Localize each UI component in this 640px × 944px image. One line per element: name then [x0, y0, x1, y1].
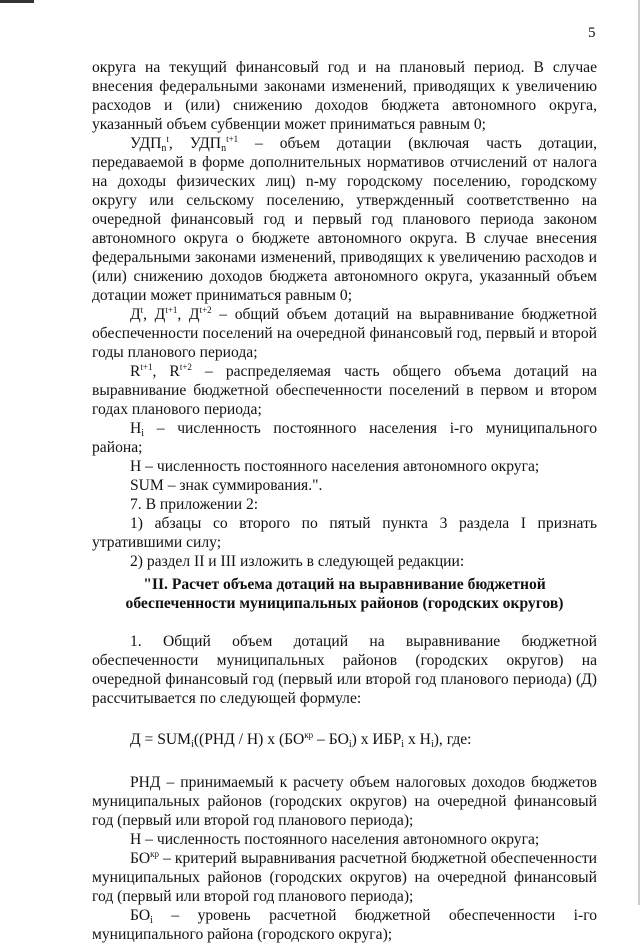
paragraph: 1) абзацы со второго по пятый пункта 3 раздела I признать утратившими силу;	[92, 515, 597, 551]
paragraph-udp: $УДП_n^t$, $УДП_n^{t+1}$ – объем дотации (включая часть дотации, передаваемой в форме дополнительных нормативов отчислений от налога на доходы физических лиц) n-му городскому поселению, городскому округу или сельскому поселению, утвержденный соответственно на очередной финансовый год и первый год планового периода законом автономного округа о бюджете автономного округа. В случае внесения федеральными законами изменений, приводящих к увеличению расходов и (или) снижению доходов бюджета автономного округа, указанный объем дотации может приниматься равным 0;	[92, 134, 597, 304]
paragraph: Н – численность постоянного населения автономного округа;	[130, 831, 540, 848]
paragraph-ni: $Н_i$ – численность постоянного населения i-го муниципального района;	[92, 420, 597, 456]
paragraph: 1. Общий объем дотаций на выравнивание бюджетной обеспеченности муниципальных районов (городских округов) на очередной финансовый год (первый или второй год планового периода) (Д) рассчитывается по следующей формуле:	[92, 633, 597, 707]
formula: $Д = SUM_i((РНД / Н)$ x $(БО^{кр} - БО_i)$ x $ИБР_i$ x $Н_i$), где:	[130, 730, 472, 750]
scan-edge-mark	[0, 0, 34, 3]
document-body	[92, 58, 597, 944]
paragraph-bokr: $БО^{кр}$ – критерий выравнивания расчетной бюджетной обеспеченности муниципальных районов (городских округов) на очередной финансовый год (первый или второй год планового периода);	[92, 849, 597, 905]
paragraph: округа на текущий финансовый год и на плановый период. В случае внесения федеральными законами изменений, приводящих к увеличению расходов и (или) снижению доходов бюджета автономного округа, указанный объем субвенции может приниматься равным 0;	[92, 59, 597, 133]
paragraph-r: $R^{t+1}$, $R^{t+2}$ – распределяемая часть общего объема дотаций на выравнивание бюджетной обеспеченности поселений в первом и втором годах планового периода;	[92, 362, 597, 418]
paragraph: 2) раздел II и III изложить в следующей редакции:	[130, 553, 465, 570]
paragraph: SUM – знак суммирования.".	[130, 477, 323, 494]
page-number: 5	[588, 25, 596, 41]
paragraph-d: $Д^t$, $Д^{t+1}$, $Д^{t+2}$ – общий объем дотаций на выравнивание бюджетной обеспеченности поселений на очередной финансовый год, первый и второй годы планового периода;	[92, 305, 598, 361]
paragraph: РНД – принимаемый к расчету объем налоговых доходов бюджетов муниципальных районов (городских округов) на очередной финансовый год (первый или второй год планового периода);	[92, 774, 597, 829]
paragraph: 7. В приложении 2:	[130, 496, 259, 513]
section-heading: "II. Расчет объема дотаций на выравнивание бюджетной обеспеченности муниципальных районов (городских округов)	[125, 576, 564, 612]
paragraph: Н – численность постоянного населения автономного округа;	[130, 458, 540, 475]
paragraph-boi: $БО_i$ – уровень расчетной бюджетной обеспеченности i-го муниципального района (городского округа);	[92, 907, 597, 943]
